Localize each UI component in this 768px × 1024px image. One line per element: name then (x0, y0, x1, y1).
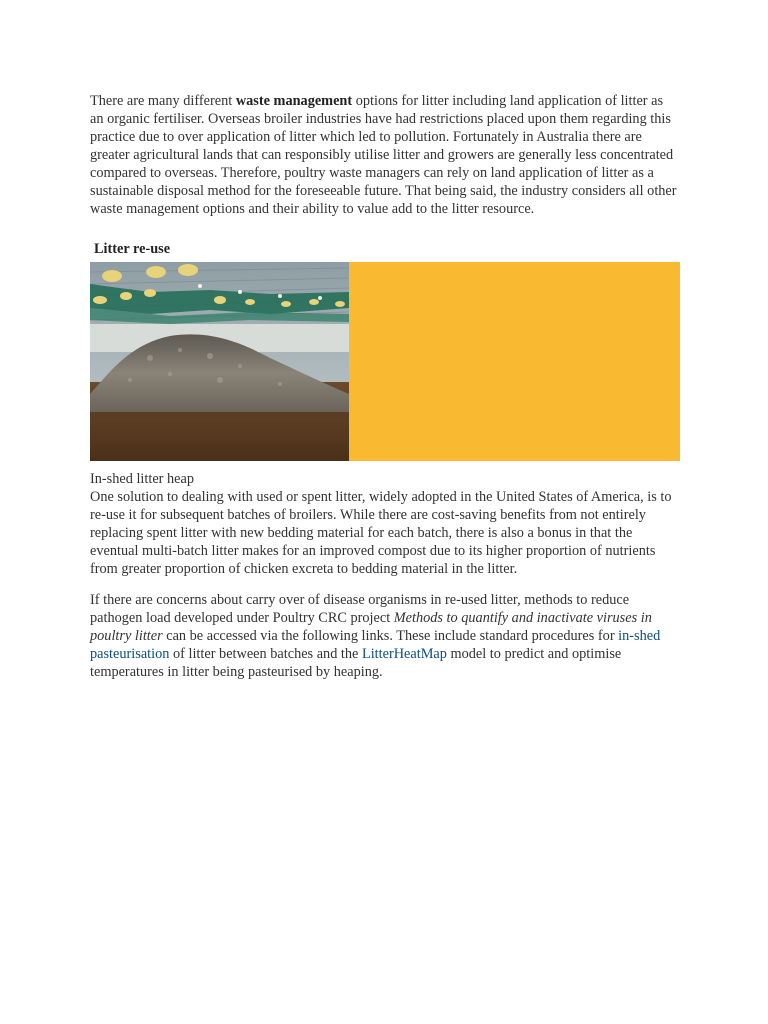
pathogen-text-2: can be accessed via the following links. These include standard procedures for (162, 628, 619, 644)
pathogen-text-4: model to predict and optimise temperatures in litter being pasteurised by heaping. (90, 646, 622, 680)
litter-heap-photo (90, 262, 349, 461)
project-title: Methods to quantify and inactivate viruses in poultry litter (90, 610, 652, 644)
waste-management-bold: waste management (235, 93, 353, 109)
intro-text-start: There are many different (90, 93, 236, 109)
figure-caption: In-shed litter heap (90, 471, 195, 487)
litterheatmap-link[interactable]: LitterHeatMap (361, 646, 447, 662)
pathogen-text-1: If there are concerns about carry over of disease organisms in re-used litter, methods to reduce pathogen load developed under Poultry CRC project (90, 592, 630, 626)
pathogen-text-3: of litter between batches and the (169, 646, 362, 662)
reuse-paragraph: One solution to dealing with used or spent litter, widely adopted in the United States of America, is to re-use it for subsequent batches of broilers. While there are cost-saving benefits from not entirely replacing spent litter with new bedding material for each batch, there is also a bonus in that the eventual multi-batch litter makes for an improved compost due to its higher proportion of nutrients from greater proportion of chicken excreta to bedding material in the litter. (90, 489, 672, 577)
pasteurisation-link[interactable]: in-shed pasteurisation (90, 628, 661, 662)
intro-text-rest: options for litter including land application of litter as an organic fertiliser. Overseas broiler industries have had restrictions placed upon them regarding this practice due to over application of litter which led to pollution. Fortunately in Australia there are greater agricultural lands that can responsibly utilise litter and growers are generally less concentrated compared to overseas. Therefore, poultry waste managers can rely on land application of litter as a sustainable disposal method for the foreseeable future. That being said, the industry considers all other waste management options and their ability to value add to the litter resource. (90, 93, 677, 217)
intro-paragraph (90, 92, 680, 218)
litter-heap-figure (90, 262, 680, 461)
document-page (90, 92, 680, 681)
section-heading: Litter re-use (94, 241, 171, 257)
pathogen-paragraph (90, 591, 680, 681)
